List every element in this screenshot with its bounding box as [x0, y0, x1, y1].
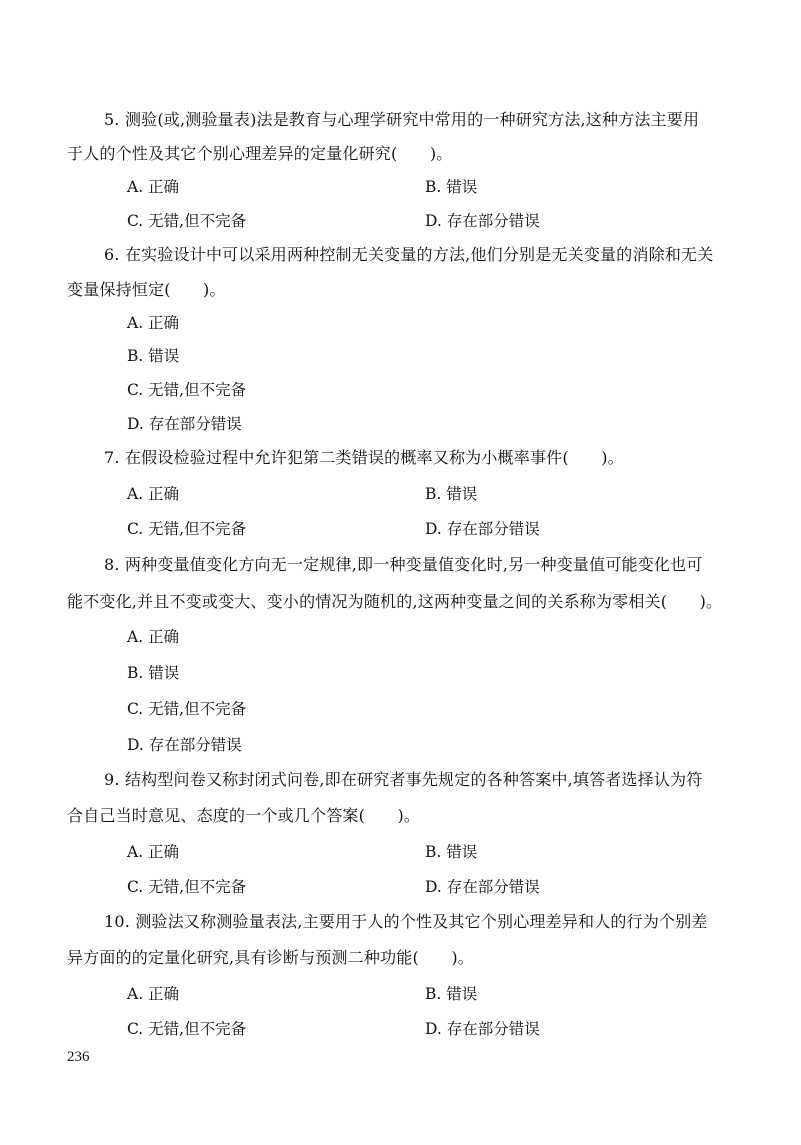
question-9-option-d: D. 存在部分错误: [425, 878, 540, 896]
question-8-option-c: C. 无错,但不完备: [127, 700, 247, 718]
question-7-option-d: D. 存在部分错误: [425, 520, 540, 538]
question-7-option-c: C. 无错,但不完备: [127, 520, 247, 538]
page-number: 236: [67, 1049, 90, 1065]
question-8-line-2: 能不变化,并且不变或变大、变小的情况为随机的,这两种变量之间的关系称为零相关( )。: [67, 592, 723, 611]
question-9-option-a: A. 正确: [127, 843, 180, 861]
question-6-option-c: C. 无错,但不完备: [127, 381, 247, 399]
question-7-option-b: B. 错误: [425, 485, 478, 503]
question-5-line-1: 5. 测验(或,测验量表)法是教育与心理学研究中常用的一种研究方法,这种方法主要用: [104, 110, 700, 129]
question-9-option-b: B. 错误: [425, 843, 478, 861]
question-7-line-1: 7. 在假设检验过程中允许犯第二类错误的概率又称为小概率事件( )。: [104, 448, 624, 467]
question-9-option-c: C. 无错,但不完备: [127, 878, 247, 896]
question-6-option-b: B. 错误: [127, 347, 180, 365]
question-8-option-b: B. 错误: [127, 664, 180, 682]
question-6-option-d: D. 存在部分错误: [127, 415, 242, 433]
question-6-option-a: A. 正确: [127, 314, 180, 332]
question-10-option-a: A. 正确: [127, 985, 180, 1003]
question-5-option-a: A. 正确: [127, 178, 180, 196]
question-8-option-d: D. 存在部分错误: [127, 736, 242, 754]
question-8-line-1: 8. 两种变量值变化方向无一定规律,即一种变量值变化时,另一种变量值可能变化也可: [104, 555, 703, 574]
question-10-line-1: 10. 测验法又称测验量表法,主要用于人的个性及其它个别心理差异和人的行为个别差: [104, 912, 708, 931]
question-6-line-2: 变量保持恒定( )。: [67, 280, 226, 299]
question-5-option-d: D. 存在部分错误: [425, 212, 540, 230]
question-5-option-c: C. 无错,但不完备: [127, 212, 247, 230]
question-10-option-b: B. 错误: [425, 985, 478, 1003]
question-10-line-2: 异方面的的定量化研究,具有诊断与预测二种功能( )。: [67, 948, 474, 967]
question-5-line-2: 于人的个性及其它个别心理差异的定量化研究( )。: [67, 144, 453, 163]
question-9-line-2: 合自己当时意见、态度的一个或几个答案( )。: [67, 806, 421, 825]
question-9-line-1: 9. 结构型问卷又称封闭式问卷,即在研究者事先规定的各种答案中,填答者选择认为符: [104, 770, 703, 789]
question-7-option-a: A. 正确: [127, 485, 180, 503]
question-6-line-1: 6. 在实验设计中可以采用两种控制无关变量的方法,他们分别是无关变量的消除和无关: [104, 245, 714, 264]
question-10-option-d: D. 存在部分错误: [425, 1020, 540, 1038]
question-5-option-b: B. 错误: [425, 178, 478, 196]
question-8-option-a: A. 正确: [127, 628, 180, 646]
question-10-option-c: C. 无错,但不完备: [127, 1020, 247, 1038]
